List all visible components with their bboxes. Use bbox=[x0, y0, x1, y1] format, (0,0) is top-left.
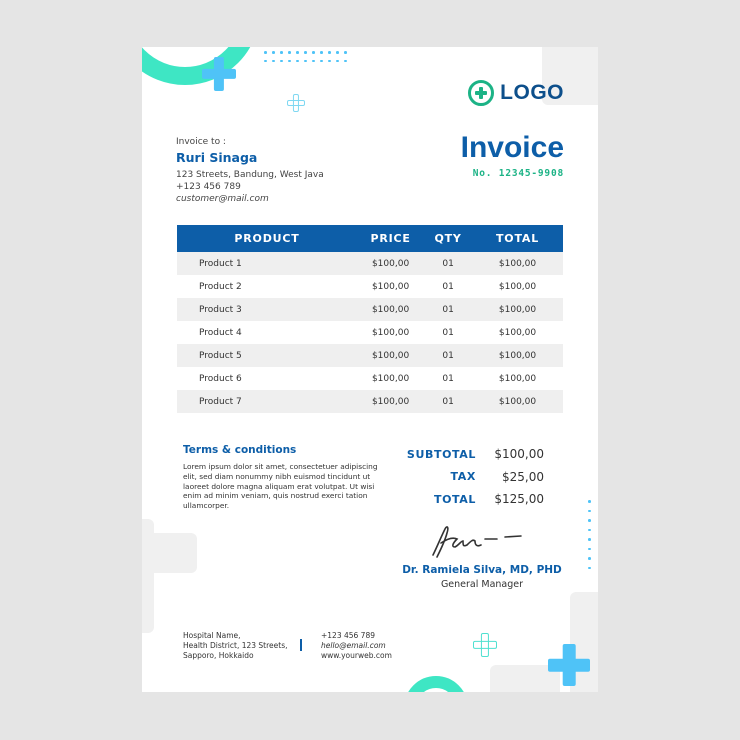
table-row bbox=[177, 344, 563, 367]
dot-decoration bbox=[264, 60, 267, 63]
subtotal-row bbox=[392, 443, 544, 466]
invoice-number: No. 12345-9908 bbox=[472, 168, 564, 179]
bill-to-block bbox=[176, 137, 324, 204]
dot-decoration bbox=[588, 567, 591, 570]
tax-value: $25,00 bbox=[502, 469, 544, 484]
footer-website: www.yourweb.com bbox=[321, 650, 392, 660]
dot-decoration bbox=[344, 51, 347, 54]
dot-decoration bbox=[320, 51, 323, 54]
cell-qty: 01 bbox=[424, 344, 472, 367]
cell-qty: 01 bbox=[442, 281, 454, 292]
table-row bbox=[177, 390, 563, 413]
cell-total: $100,00 bbox=[498, 373, 537, 384]
cell-qty: 01 bbox=[424, 298, 472, 321]
dot-decoration bbox=[336, 51, 339, 54]
cell-product: Product 7 bbox=[177, 390, 357, 413]
customer-email: customer@mail.com bbox=[176, 194, 269, 204]
invoice-title: Invoice bbox=[460, 131, 564, 164]
dot-grid-decoration bbox=[264, 51, 347, 62]
dot-decoration bbox=[588, 557, 591, 560]
dot-decoration bbox=[320, 60, 323, 63]
footer-contact bbox=[321, 631, 392, 660]
dot-decoration bbox=[264, 51, 267, 54]
dot-decoration bbox=[588, 548, 591, 551]
cell-qty: 01 bbox=[424, 252, 472, 275]
cell-product: Product 5 bbox=[177, 344, 357, 367]
footer-address-line: Sapporo, Hokkaido bbox=[183, 650, 254, 660]
subtotal-value: $100,00 bbox=[494, 447, 544, 462]
dot-decoration bbox=[344, 60, 347, 63]
cell-price: $100,00 bbox=[357, 298, 424, 321]
footer-divider bbox=[300, 639, 302, 651]
footer-phone: +123 456 789 bbox=[321, 631, 375, 640]
dot-decoration bbox=[304, 60, 307, 63]
cell-qty: 01 bbox=[442, 327, 454, 338]
table-row bbox=[177, 275, 563, 298]
total-label: TOTAL bbox=[433, 492, 476, 506]
terms-body: Lorem ipsum dolor sit amet, consectetuer adipiscing elit, sed diam nonummy nibh euismod tincidunt ut laoreet dolore magna aliquam erat volutpat. Ut wisi enim ad minim veniam, quis nostrud exerci tation ullamcorper. bbox=[183, 462, 378, 511]
plus-circle-icon bbox=[468, 80, 494, 106]
dot-decoration bbox=[588, 538, 591, 541]
signer-role: General Manager bbox=[440, 579, 524, 590]
cell-qty: 01 bbox=[442, 373, 454, 384]
header-qty: QTY bbox=[424, 225, 472, 252]
cell-price: $100,00 bbox=[357, 252, 424, 275]
table-row bbox=[177, 298, 563, 321]
dot-decoration bbox=[296, 51, 299, 54]
cell-total: $100,00 bbox=[472, 344, 563, 367]
cell-qty: 01 bbox=[424, 390, 472, 413]
tax-label: TAX bbox=[450, 470, 476, 484]
cell-price: $100,00 bbox=[371, 373, 410, 384]
cell-total: $100,00 bbox=[472, 298, 563, 321]
teal-arc-decoration bbox=[142, 47, 260, 85]
cell-product: Product 2 bbox=[199, 281, 242, 292]
terms-title: Terms & conditions bbox=[183, 444, 297, 456]
plus-decoration-icon bbox=[202, 57, 236, 91]
cell-product: Product 6 bbox=[199, 373, 242, 384]
total-row bbox=[392, 488, 544, 511]
cell-total: $100,00 bbox=[498, 281, 537, 292]
table-header-row bbox=[177, 225, 563, 252]
plus-outline-decoration-icon bbox=[287, 94, 305, 112]
cell-product: Product 1 bbox=[177, 252, 357, 275]
cell-price: $100,00 bbox=[371, 281, 410, 292]
dot-decoration bbox=[588, 500, 591, 503]
dot-decoration bbox=[328, 60, 331, 63]
terms-block bbox=[183, 444, 383, 511]
dot-decoration bbox=[280, 51, 283, 54]
company-logo bbox=[468, 80, 564, 106]
signer-name: Dr. Ramiela Silva, MD, PHD bbox=[402, 564, 562, 576]
items-table bbox=[177, 225, 563, 413]
customer-address: 123 Streets, Bandung, West Java bbox=[176, 170, 324, 180]
dot-decoration bbox=[280, 60, 283, 63]
table-row bbox=[177, 321, 563, 344]
dot-decoration bbox=[288, 51, 291, 54]
footer-email: hello@email.com bbox=[321, 640, 386, 650]
bill-to-label: Invoice to : bbox=[176, 137, 226, 147]
footer-address-line: Hospital Name, bbox=[183, 631, 241, 640]
dot-decoration bbox=[336, 60, 339, 63]
dot-decoration bbox=[272, 51, 275, 54]
dot-decoration bbox=[588, 519, 591, 522]
table-row bbox=[177, 252, 563, 275]
header-total: TOTAL bbox=[472, 225, 563, 252]
dot-decoration bbox=[312, 51, 315, 54]
tax-row bbox=[392, 466, 544, 489]
footer-address-line: Health District, 123 Streets, bbox=[183, 640, 288, 650]
total-value: $125,00 bbox=[494, 492, 544, 507]
dot-decoration bbox=[328, 51, 331, 54]
footer-address bbox=[183, 631, 288, 660]
cell-price: $100,00 bbox=[357, 390, 424, 413]
dot-decoration bbox=[296, 60, 299, 63]
teal-arc-decoration bbox=[404, 676, 468, 692]
table-row bbox=[177, 367, 563, 390]
dot-decoration bbox=[272, 60, 275, 63]
dot-decoration bbox=[312, 60, 315, 63]
dot-decoration bbox=[304, 51, 307, 54]
signature-image bbox=[427, 519, 527, 563]
header-price: PRICE bbox=[357, 225, 424, 252]
customer-phone: +123 456 789 bbox=[176, 182, 241, 192]
dot-decoration bbox=[588, 510, 591, 513]
logo-text: LOGO bbox=[500, 81, 564, 104]
dot-decoration bbox=[288, 60, 291, 63]
cell-total: $100,00 bbox=[472, 390, 563, 413]
customer-name: Ruri Sinaga bbox=[176, 150, 258, 165]
cell-price: $100,00 bbox=[357, 344, 424, 367]
cell-price: $100,00 bbox=[371, 327, 410, 338]
dot-decoration bbox=[588, 529, 591, 532]
signer-block bbox=[382, 564, 582, 590]
plus-decoration-icon bbox=[548, 644, 590, 686]
cell-total: $100,00 bbox=[498, 327, 537, 338]
subtotal-label: SUBTOTAL bbox=[406, 447, 476, 461]
totals-block bbox=[392, 443, 544, 511]
grey-block-decoration bbox=[142, 533, 197, 573]
header-product: PRODUCT bbox=[177, 225, 357, 252]
invoice-page bbox=[142, 47, 598, 692]
cell-product: Product 4 bbox=[199, 327, 242, 338]
cell-product: Product 3 bbox=[177, 298, 357, 321]
dot-column-decoration bbox=[588, 500, 591, 569]
plus-outline-decoration-icon bbox=[473, 633, 497, 657]
cell-total: $100,00 bbox=[472, 252, 563, 275]
